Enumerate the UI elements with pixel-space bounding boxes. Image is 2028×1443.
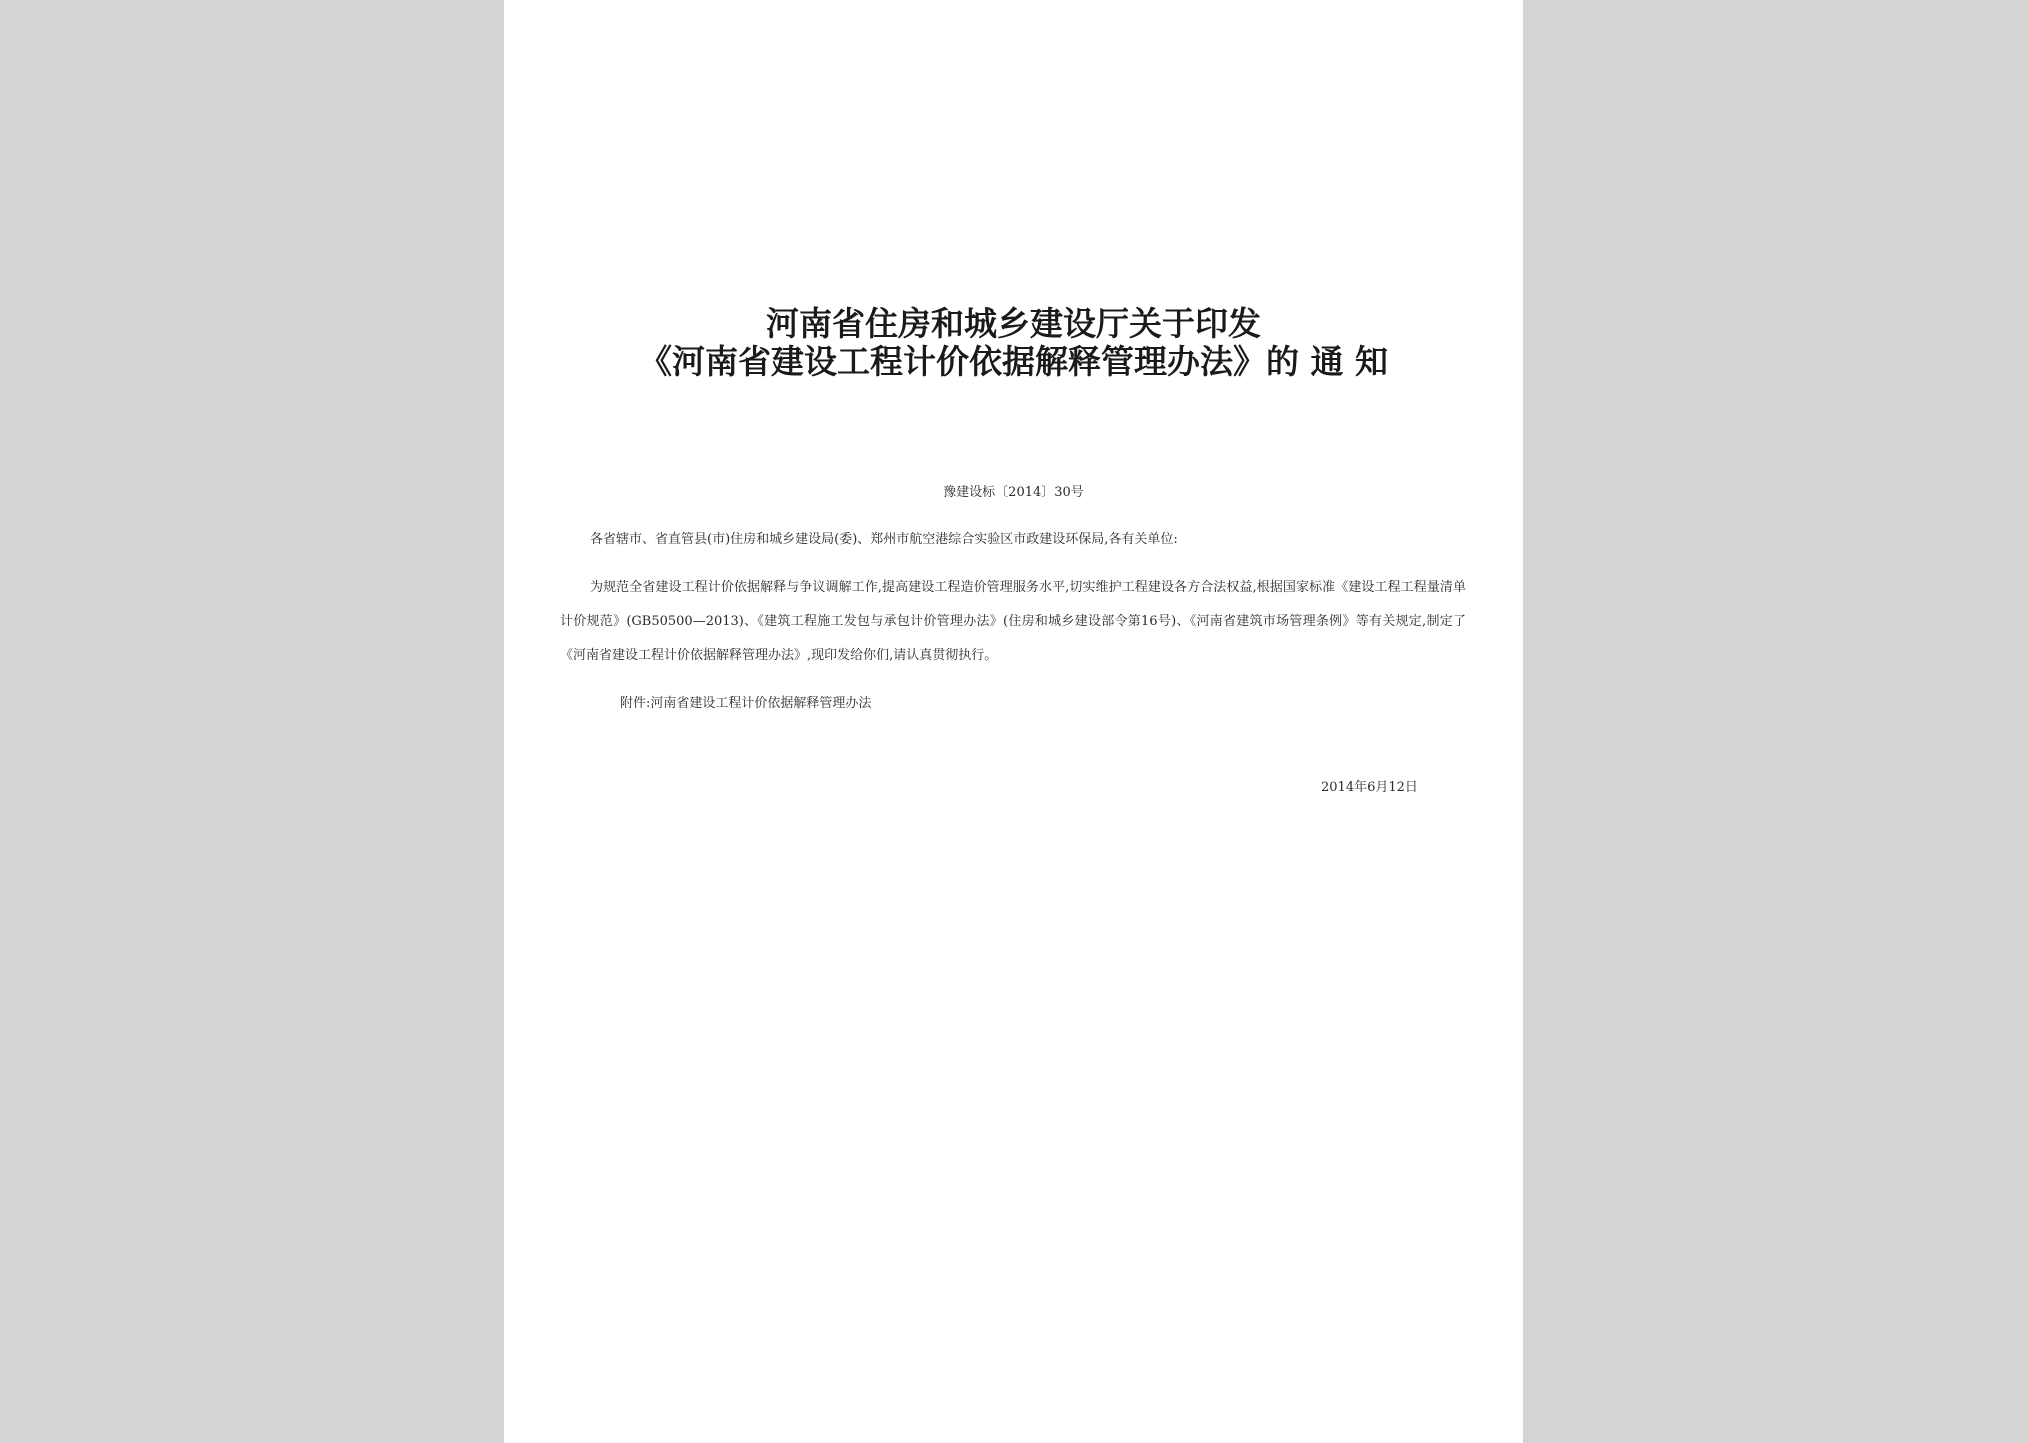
document-page: [504, 0, 1523, 1443]
addressee-line: 各省辖市、省直管县(市)住房和城乡建设局(委)、郑州市航空港综合实验区市政建设环保局,各有关单位:: [590, 532, 1178, 547]
document-title-line-1: 河南省住房和城乡建设厅关于印发: [766, 304, 1261, 343]
document-title-line-2: 《河南省建设工程计价依据解释管理办法》的 通 知: [639, 342, 1388, 381]
document-number: 豫建设标〔2014〕30号: [943, 485, 1084, 500]
attachment-line: 附件:河南省建设工程计价依据解释管理办法: [620, 696, 872, 711]
issue-date: 2014年6月12日: [1321, 780, 1418, 795]
body-paragraph: 为规范全省建设工程计价依据解释与争议调解工作,提高建设工程造价管理服务水平,切实维护工程建设各方合法权益,根据国家标准《建设工程工程量清单计价规范》(GB50500—2013)、《建筑工程施工发包与承包计价管理办法》(住房和城乡建设部令第16号)、《河南省建筑市场管理条例》等有关规定,制定了《河南省建设工程计价依据解释管理办法》,现印发给你们,请认真贯彻执行。: [560, 580, 1466, 663]
